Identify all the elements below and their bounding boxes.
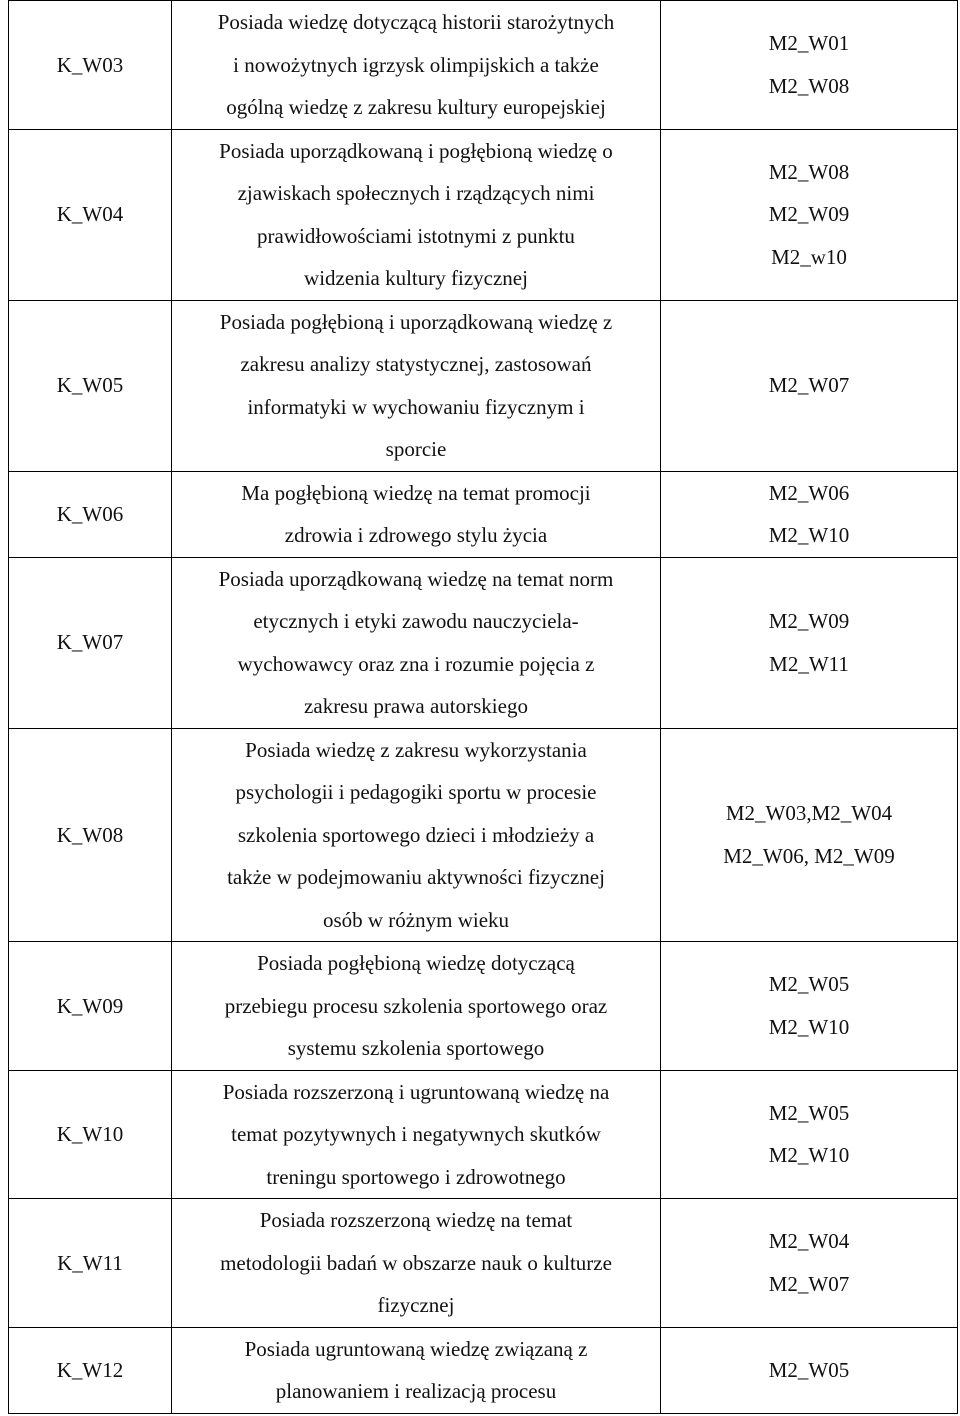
description-line: metodologii badań w obszarze nauk o kulturze bbox=[220, 1250, 612, 1275]
outcome-description bbox=[172, 1327, 661, 1413]
table-row bbox=[9, 471, 958, 557]
outcome-references bbox=[661, 1070, 958, 1199]
outcome-description bbox=[172, 1, 661, 130]
description-line: także w podejmowaniu aktywności fizycznej bbox=[227, 865, 605, 889]
description-line: Posiada rozszerzoną i ugruntowaną wiedzę na bbox=[222, 1079, 610, 1104]
description-line: Posiada uporządkowaną wiedzę na temat norm bbox=[218, 566, 614, 591]
description-line: i nowożytnych igrzysk olimpijskich a także bbox=[233, 52, 599, 77]
table-body bbox=[9, 1, 958, 1414]
outcome-description bbox=[172, 129, 661, 300]
reference-code: M2_W04 bbox=[768, 1229, 850, 1254]
table-row bbox=[9, 1, 958, 130]
description-line: informatyki w wychowaniu fizycznym i bbox=[247, 394, 585, 419]
table-row bbox=[9, 728, 958, 942]
outcome-references bbox=[661, 1199, 958, 1328]
table-row bbox=[9, 129, 958, 300]
reference-code: M2_W11 bbox=[769, 651, 849, 676]
outcome-description bbox=[172, 728, 661, 942]
outcome-code: K_W07 bbox=[9, 557, 172, 728]
description-line: Posiada pogłębioną i uporządkowaną wiedzę z bbox=[219, 309, 613, 334]
description-line: psychologii i pedagogiki sportu w procesie bbox=[235, 780, 597, 804]
reference-code: M2_W08 bbox=[768, 73, 850, 98]
description-line: Posiada pogłębioną wiedzę dotyczącą bbox=[257, 951, 575, 975]
reference-code: M2_W10 bbox=[768, 523, 850, 547]
outcome-code: K_W10 bbox=[9, 1070, 172, 1199]
description-line: etycznych i etyki zawodu nauczyciela- bbox=[253, 609, 579, 633]
description-line: osób w różnym wieku bbox=[322, 907, 510, 932]
reference-code: M2_W08 bbox=[768, 159, 850, 184]
reference-code: M2_W03,M2_W04 bbox=[725, 801, 893, 826]
outcome-code: K_W05 bbox=[9, 300, 172, 471]
outcome-references bbox=[661, 1, 958, 130]
outcome-references bbox=[661, 942, 958, 1071]
outcome-references bbox=[661, 1327, 958, 1413]
learning-outcomes-table bbox=[8, 0, 958, 1414]
reference-code: M2_W05 bbox=[768, 972, 850, 997]
description-line: wychowawcy oraz zna i rozumie pojęcia z bbox=[237, 651, 595, 676]
reference-code: M2_W07 bbox=[768, 373, 850, 398]
table-row bbox=[9, 557, 958, 728]
reference-code: M2_W09 bbox=[768, 202, 850, 227]
outcome-code: K_W09 bbox=[9, 942, 172, 1071]
description-line: planowaniem i realizacją procesu bbox=[275, 1379, 557, 1403]
table-row bbox=[9, 300, 958, 471]
reference-code: M2_W05 bbox=[768, 1100, 850, 1125]
outcome-code: K_W12 bbox=[9, 1327, 172, 1413]
reference-code: M2_W10 bbox=[768, 1014, 850, 1039]
outcome-code: K_W03 bbox=[9, 1, 172, 130]
reference-code: M2_W07 bbox=[768, 1271, 850, 1296]
description-line: treningu sportowego i zdrowotnego bbox=[266, 1164, 566, 1189]
reference-code: M2_W10 bbox=[768, 1143, 850, 1168]
outcome-references bbox=[661, 728, 958, 942]
description-line: przebiegu procesu szkolenia sportowego oraz bbox=[224, 993, 608, 1018]
description-line: zjawiskach społecznych i rządzących nimi bbox=[237, 181, 595, 205]
outcome-description bbox=[172, 942, 661, 1071]
reference-code: M2_w10 bbox=[771, 244, 847, 269]
reference-code: M2_W06, M2_W09 bbox=[723, 843, 895, 868]
description-line: fizycznej bbox=[377, 1293, 455, 1317]
reference-code: M2_W01 bbox=[768, 31, 850, 56]
description-line: Posiada ugruntowaną wiedzę związaną z bbox=[244, 1336, 588, 1361]
reference-code: M2_W09 bbox=[768, 609, 850, 633]
outcome-code: K_W11 bbox=[9, 1199, 172, 1328]
description-line: Posiada wiedzę z zakresu wykorzystania bbox=[245, 737, 587, 762]
description-line: ogólną wiedzę z zakresu kultury europejskiej bbox=[226, 95, 606, 119]
description-line: Posiada uporządkowaną i pogłębioną wiedzę o bbox=[219, 138, 613, 163]
description-line: zdrowia i zdrowego stylu życia bbox=[284, 523, 548, 547]
description-line: temat pozytywnych i negatywnych skutków bbox=[231, 1122, 601, 1146]
outcome-code: K_W08 bbox=[9, 728, 172, 942]
outcome-references bbox=[661, 300, 958, 471]
outcome-references bbox=[661, 129, 958, 300]
outcome-code: K_W06 bbox=[9, 471, 172, 557]
description-line: sporcie bbox=[385, 437, 447, 461]
description-line: prawidłowościami istotnymi z punktu bbox=[257, 223, 575, 248]
description-line: widzenia kultury fizycznej bbox=[304, 266, 528, 290]
outcome-description bbox=[172, 557, 661, 728]
description-line: zakresu analizy statystycznej, zastosowań bbox=[240, 352, 592, 376]
outcome-code: K_W04 bbox=[9, 129, 172, 300]
outcome-description bbox=[172, 1070, 661, 1199]
outcome-references bbox=[661, 557, 958, 728]
outcome-description bbox=[172, 1199, 661, 1328]
table-row bbox=[9, 1327, 958, 1413]
outcome-references bbox=[661, 471, 958, 557]
description-line: szkolenia sportowego dzieci i młodzieży a bbox=[237, 822, 595, 847]
description-line: Ma pogłębioną wiedzę na temat promocji bbox=[241, 480, 591, 505]
description-line: zakresu prawa autorskiego bbox=[304, 694, 528, 718]
outcome-description bbox=[172, 300, 661, 471]
reference-code: M2_W06 bbox=[768, 480, 850, 505]
description-line: systemu szkolenia sportowego bbox=[287, 1036, 545, 1060]
description-line: Posiada rozszerzoną wiedzę na temat bbox=[259, 1208, 573, 1232]
table-row bbox=[9, 942, 958, 1071]
description-line: Posiada wiedzę dotyczącą historii starożytnych bbox=[217, 10, 615, 34]
table-row bbox=[9, 1070, 958, 1199]
reference-code: M2_W05 bbox=[768, 1357, 850, 1382]
outcome-description bbox=[172, 471, 661, 557]
table-row bbox=[9, 1199, 958, 1328]
